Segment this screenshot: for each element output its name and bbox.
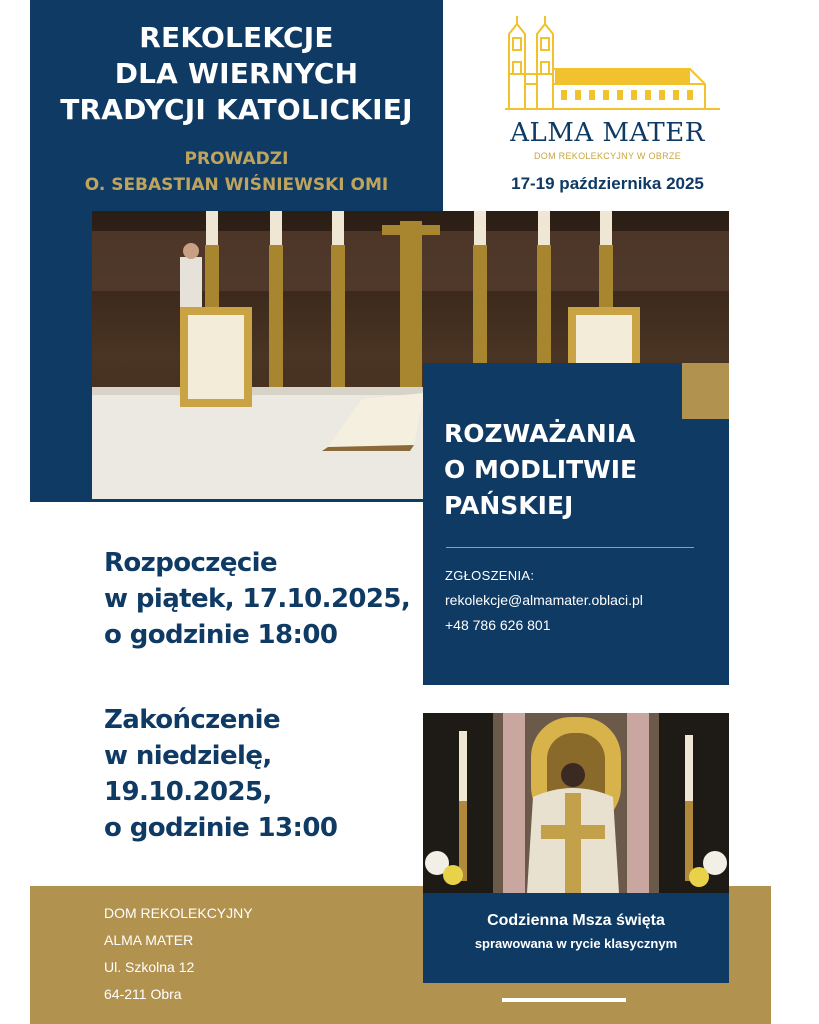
- event-dates: 17-19 października 2025: [511, 174, 704, 193]
- start-info: [104, 545, 410, 653]
- decorative-line: [502, 998, 626, 1002]
- gold-accent-square: [682, 363, 729, 419]
- mass-subtitle: sprawowana w rycie klasycznym: [474, 936, 678, 951]
- leader-line: PROWADZI: [184, 149, 289, 169]
- address-line: Ul. Szkolna 12: [104, 959, 195, 975]
- theme-line: PAŃSKIEJ: [444, 491, 574, 520]
- theme-line: O MODLITWIE: [444, 455, 638, 484]
- address-line: ALMA MATER: [104, 932, 194, 948]
- end-info: [104, 702, 337, 846]
- leader-line: O. SEBASTIAN WIŚNIEWSKI OMI: [84, 175, 389, 195]
- logo-name: ALMA MATER: [510, 118, 705, 148]
- end-line: w niedzielę,: [104, 741, 272, 771]
- end-line: 19.10.2025,: [104, 777, 272, 807]
- theme-line: ROZWAŻANIA: [444, 419, 636, 448]
- end-line: Zakończenie: [104, 705, 280, 735]
- logo-tagline: DOM REKOLEKCYJNY W OBRZE: [533, 151, 682, 161]
- divider: [446, 547, 694, 548]
- mass-photo: [423, 713, 729, 893]
- address-line: DOM REKOLEKCYJNY: [104, 905, 253, 921]
- title-line: REKOLEKCJE: [139, 21, 334, 54]
- retreat-title: [30, 20, 443, 128]
- title-line: DLA WIERNYCH: [114, 57, 359, 90]
- end-line: o godzinie 13:00: [104, 813, 338, 843]
- address-line: 64-211 Obra: [104, 986, 182, 1002]
- info-panel-top: [423, 363, 683, 419]
- start-line: o godzinie 18:00: [104, 620, 338, 650]
- registration-phone[interactable]: +48 786 626 801: [445, 617, 551, 633]
- retreat-leader: [30, 146, 443, 198]
- retreat-theme: [444, 416, 714, 524]
- title-line: TRADYCJI KATOLICKIEJ: [60, 93, 413, 126]
- start-line: w piątek, 17.10.2025,: [104, 584, 411, 614]
- mass-title: Codzienna Msza święta: [487, 912, 665, 929]
- registration-label: ZGŁOSZENIA:: [445, 568, 535, 583]
- alma-mater-logo: [495, 14, 730, 114]
- registration-email[interactable]: rekolekcje@almamater.oblaci.pl: [445, 592, 643, 608]
- start-line: Rozpoczęcie: [104, 548, 278, 578]
- address: [104, 900, 253, 1008]
